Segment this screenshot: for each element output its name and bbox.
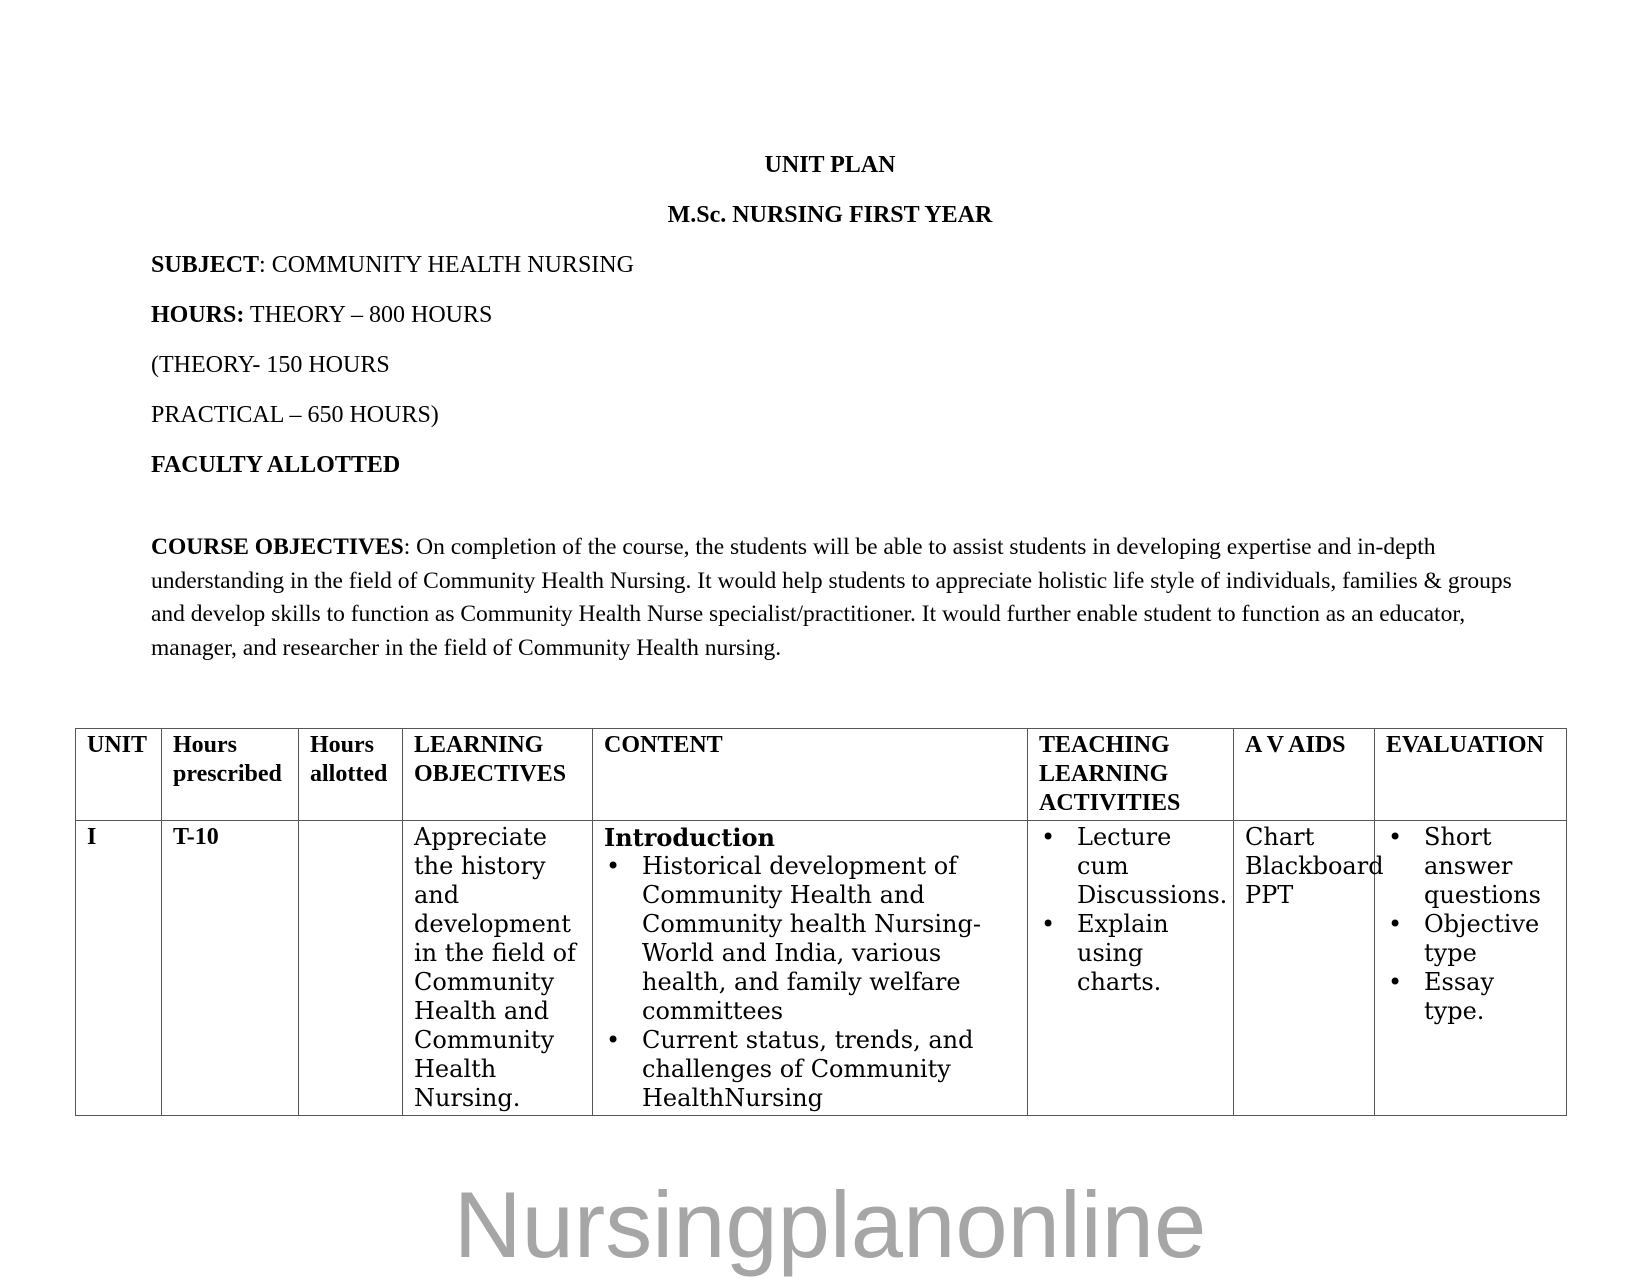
av-aid-item: Chart	[1245, 823, 1315, 851]
page-title: UNIT PLAN	[764, 152, 896, 178]
content-list	[604, 852, 1019, 1113]
activities-list	[1039, 823, 1228, 997]
evaluation-list	[1386, 823, 1558, 1026]
cell-evaluation	[1375, 821, 1567, 1116]
header-content: CONTENT	[593, 729, 1028, 821]
cell-unit: I	[76, 821, 162, 1116]
evaluation-item: • Objective type	[1386, 910, 1558, 968]
evaluation-item: • Short answer questions	[1386, 823, 1558, 910]
header-unit: UNIT	[76, 729, 162, 821]
content-heading: Introduction	[604, 823, 775, 852]
hours-line	[151, 302, 492, 329]
cell-learning-objectives: Appreciate the history and development in the field of Community Health and Community Health Nursing.	[403, 821, 593, 1116]
table-row	[76, 821, 1567, 1116]
content-item: • Historical development of Community Health and Community health Nursing- World and India, various health, and family welfare committees	[604, 852, 1019, 1026]
course-objectives-label: COURSE OBJECTIVES	[151, 534, 404, 560]
subject-label: SUBJECT	[151, 252, 260, 278]
table-header-row	[76, 729, 1567, 821]
activity-item: • Explain using charts.	[1039, 910, 1225, 997]
unit-plan-table	[75, 728, 1567, 1116]
hours-value: THEORY – 800 HOURS	[244, 302, 493, 328]
page-subtitle: M.Sc. NURSING FIRST YEAR	[667, 202, 993, 228]
header-evaluation: EVALUATION	[1375, 729, 1567, 821]
av-aid-item: PPT	[1245, 881, 1294, 909]
theory-line: (THEORY- 150 HOURS	[151, 352, 390, 378]
course-objectives	[151, 531, 1521, 665]
course-objectives-text: : On completion of the course, the students will be able to assist students in developing expertise and in-depth understanding in the field of Community Health Nursing. It would help students to appreciate holistic life style of individuals, families & groups and develop skills to function as Community Health Nurse specialist/practitioner. It would further enable student to function as an educator, manager, and researcher in the field of Community Health nursing.	[151, 534, 1512, 661]
hours-label: HOURS:	[151, 302, 245, 328]
practical-line: PRACTICAL – 650 HOURS)	[151, 402, 439, 428]
header-learning-objectives: LEARNING OBJECTIVES	[403, 729, 593, 821]
faculty-line: FACULTY ALLOTTED	[151, 452, 401, 478]
cell-activities	[1028, 821, 1234, 1116]
cell-av-aids	[1234, 821, 1384, 1116]
activity-item: • Lecture cum Discussions.	[1039, 823, 1225, 910]
evaluation-item: • Essay type.	[1386, 968, 1558, 1026]
header-av-aids: A V AIDS	[1234, 729, 1375, 821]
watermark-text: Nursingplanonline	[453, 1172, 1207, 1277]
content-item: • Current status, trends, and challenges of Community HealthNursing	[604, 1026, 1019, 1113]
cell-content	[593, 821, 1028, 1116]
subject-value: : COMMUNITY HEALTH NURSING	[259, 252, 634, 278]
cell-hours-prescribed: T-10	[162, 821, 299, 1116]
cell-hours-allotted	[299, 821, 403, 1116]
header-hours-allotted: Hours allotted	[299, 729, 403, 821]
header-teaching-learning-activities: TEACHING LEARNING ACTIVITIES	[1028, 729, 1234, 821]
subject-line	[151, 252, 634, 279]
av-aid-item: Blackboard	[1245, 852, 1384, 880]
header-hours-prescribed: Hours prescribed	[162, 729, 299, 821]
